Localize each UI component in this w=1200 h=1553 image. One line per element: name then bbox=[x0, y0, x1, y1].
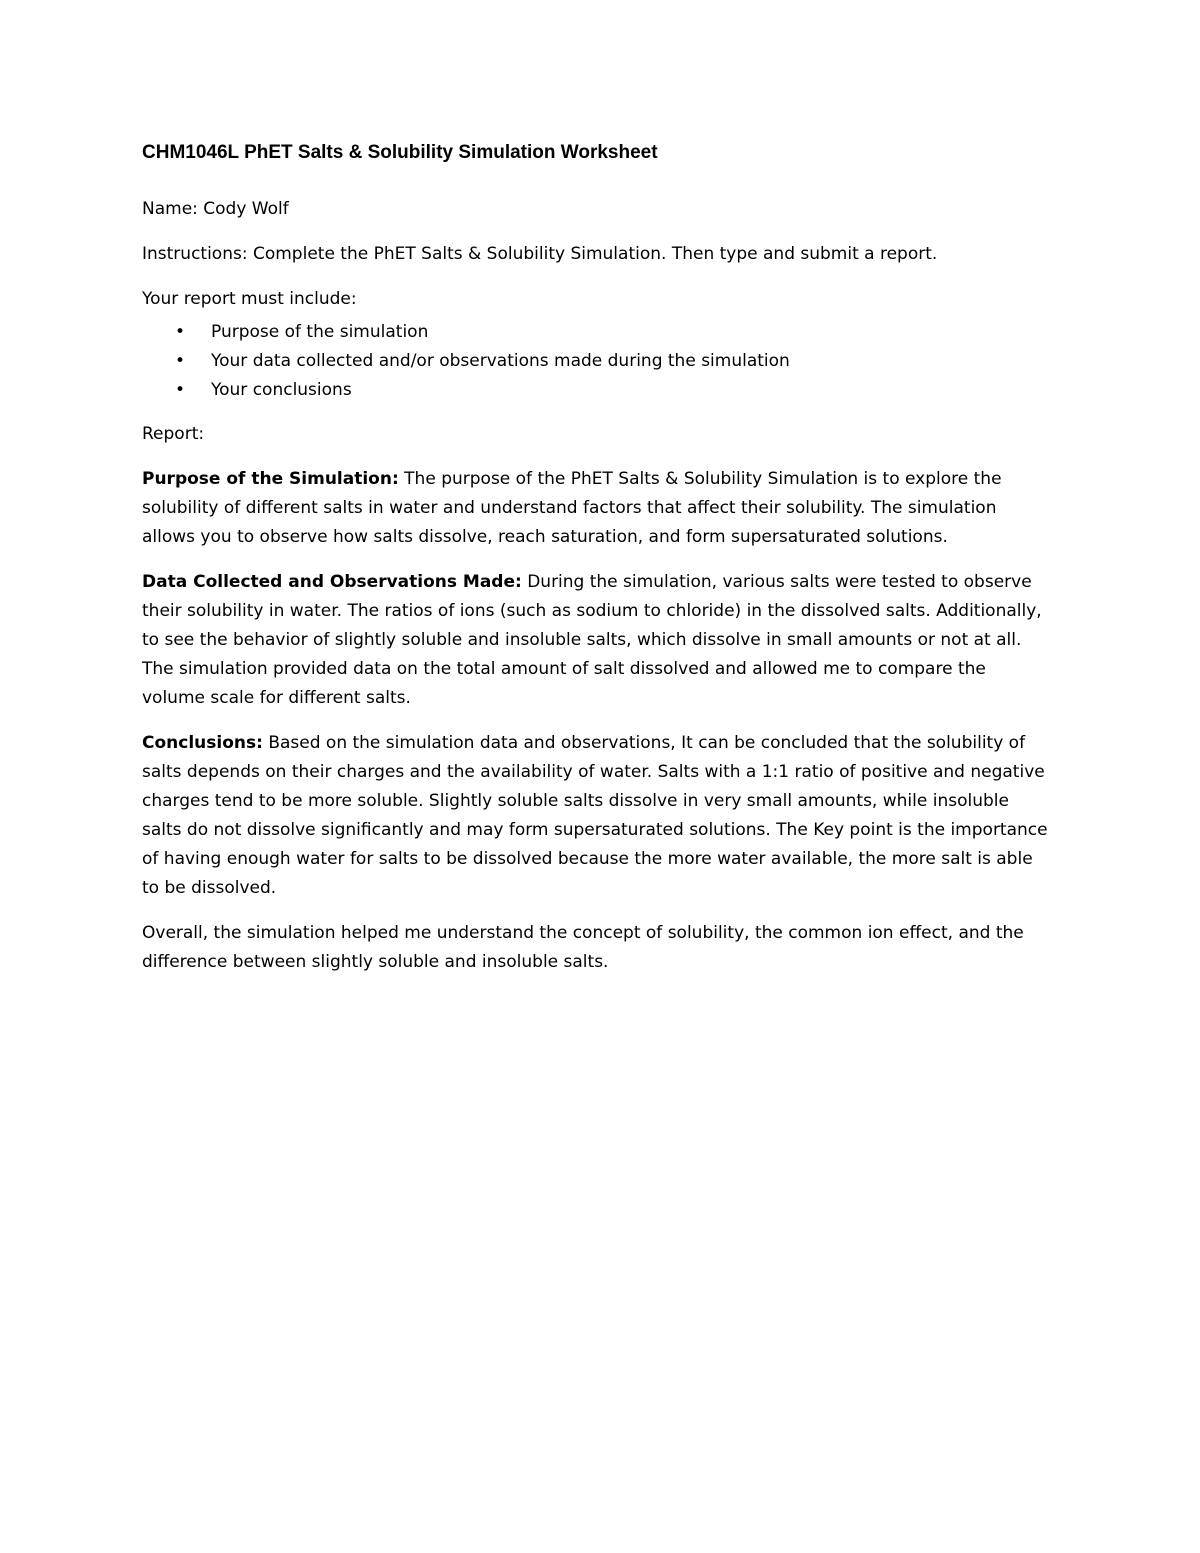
data-section-label: Data Collected and Observations Made: bbox=[142, 572, 522, 592]
requirement-purpose: Purpose of the simulation bbox=[211, 322, 429, 342]
list-item bbox=[142, 376, 1062, 405]
purpose-section bbox=[142, 465, 1052, 552]
requirement-data: Your data collected and/or observations made during the simulation bbox=[211, 351, 790, 371]
report-label: Report: bbox=[142, 424, 205, 444]
requirements-list bbox=[142, 318, 1062, 405]
purpose-section-label: Purpose of the Simulation: bbox=[142, 469, 399, 489]
conclusions-section bbox=[142, 729, 1052, 903]
overall-paragraph: Overall, the simulation helped me understand the concept of solubility, the common ion effect, and the difference between slightly soluble and insoluble salts. bbox=[142, 923, 1024, 972]
bullet-icon: • bbox=[175, 322, 186, 342]
data-section-text: During the simulation, various salts were tested to observe their solubility in water. The ratios of ions (such as sodium to chloride) in the dissolved salts. Additionally, to see the behavior of slightly soluble and insoluble salts, which dissolve in small amounts or not at all. The simulation provided data on the total amount of salt dissolved and allowed me to compare the volume scale for different salts. bbox=[142, 572, 1042, 708]
requirement-conclusions: Your conclusions bbox=[211, 380, 352, 400]
list-item bbox=[142, 347, 1062, 376]
purpose-section-text: The purpose of the PhET Salts & Solubility Simulation is to explore the solubility of different salts in water and understand factors that affect their solubility. The simulation allows you to observe how salts dissolve, reach saturation, and form supersaturated solutions. bbox=[142, 469, 1002, 547]
list-item bbox=[142, 318, 1062, 347]
bullet-icon: • bbox=[175, 380, 186, 400]
conclusions-section-text: Based on the simulation data and observations, It can be concluded that the solubility of salts depends on their charges and the availability of water. Salts with a 1:1 ratio of positive and negative charges tend to be more soluble. Slightly soluble salts dissolve in very small amounts, while insoluble salts do not dissolve significantly and may form supersaturated solutions. The Key point is the importance of having enough water for salts to be dissolved because the more water available, the more salt is able to be dissolved. bbox=[142, 733, 1048, 898]
instructions-text: Instructions: Complete the PhET Salts & Solubility Simulation. Then type and submit a report. bbox=[142, 244, 938, 264]
data-section bbox=[142, 568, 1052, 713]
document-title: CHM1046L PhET Salts & Solubility Simulation Worksheet bbox=[142, 142, 658, 163]
name-line: Name: Cody Wolf bbox=[142, 199, 289, 219]
document-body bbox=[142, 140, 1062, 993]
bullet-icon: • bbox=[175, 351, 186, 371]
conclusions-section-label: Conclusions: bbox=[142, 733, 263, 753]
report-requirements-heading: Your report must include: bbox=[142, 289, 357, 309]
